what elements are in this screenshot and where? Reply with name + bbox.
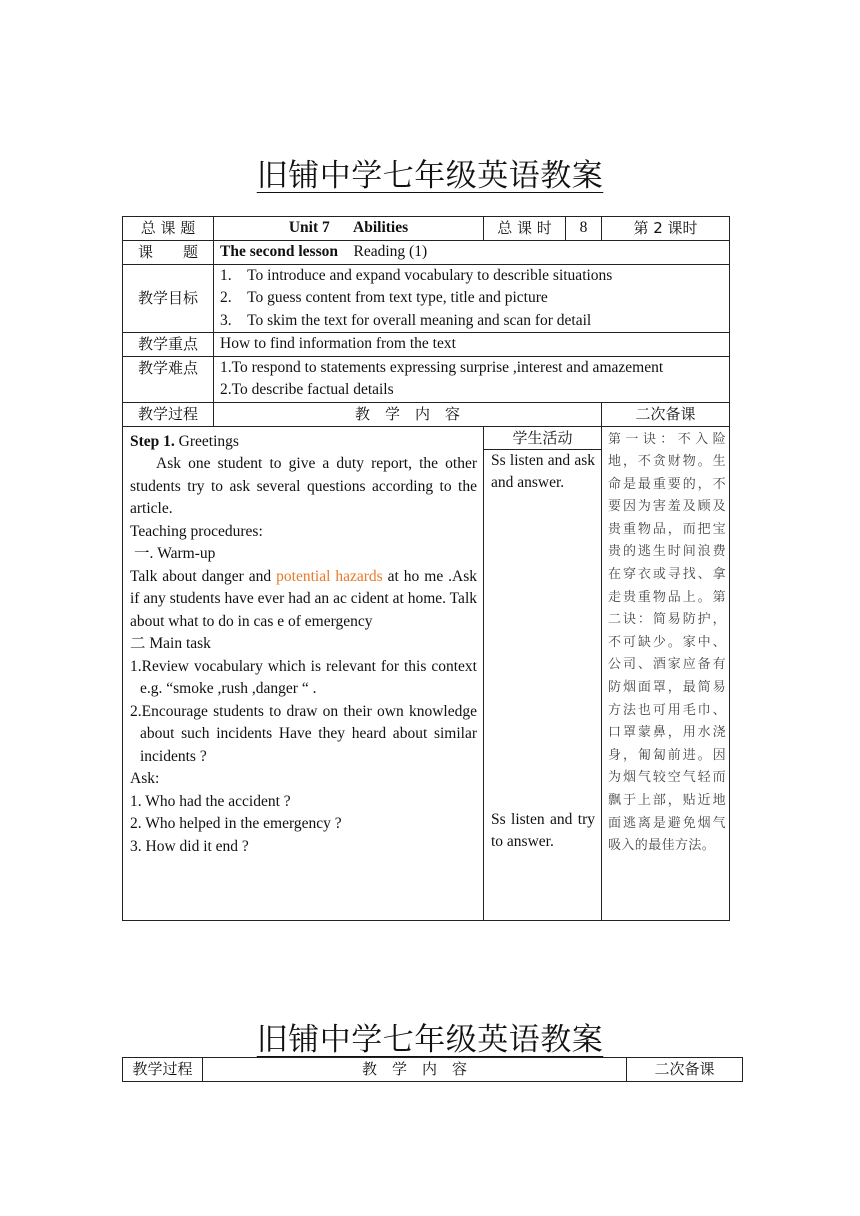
page-title-text: 旧铺中学七年级英语教案: [256, 1022, 604, 1058]
secondary-notes: 第一诀：不入险地，不贪财物。生命是最重要的，不要因为害羞及顾及贵重物品，而把宝贵的逃生时间浪费在穿衣或寻找、拿走贵重物品上。第二诀：简易防护，不可缺少。家中、公司、酒家应备有防烟面罩，最简易方法也可用毛巾、口罩蒙鼻，用水浇身，匍匐前进。因为烟气较空气轻而飘于上部，贴近地面逃离是避免烟气吸入的最佳方法。: [602, 426, 730, 920]
period-label: 第 2 课时: [602, 217, 730, 241]
lesson-label: 课 题: [123, 241, 214, 265]
notes-header: 二次备课: [602, 402, 730, 426]
talk-highlight: potential hazards: [276, 567, 383, 585]
lesson-plan-table-continued: [122, 1057, 743, 1082]
lesson-title: [214, 241, 730, 265]
greeting-text: Ask one student to give a duty report, the other students try to ask several questions according to the article.: [130, 455, 477, 517]
student-activity-text: Ss listen and ask and answer.: [491, 451, 595, 491]
question-item: 1. Who had the accident ?: [130, 792, 291, 810]
objective-item: 3. To skim the text for overall meaning and scan for detail: [220, 311, 592, 329]
lesson-plan-table: [122, 216, 730, 921]
unit-cell: [214, 217, 484, 241]
difficult-point-label: 教学难点: [123, 356, 214, 402]
warmup-heading: 一. Warm-up: [134, 545, 216, 562]
page-title-text: 旧铺中学七年级英语教案: [256, 158, 604, 194]
question-item: 3. How did it end ?: [130, 837, 249, 855]
key-point-text: How to find information from the text: [214, 333, 730, 357]
process-label: 教学过程: [123, 1058, 203, 1082]
notes-header: 二次备课: [627, 1058, 743, 1082]
student-activity-header: 学生活动: [484, 427, 601, 450]
question-item: 2. Who helped in the emergency ?: [130, 815, 342, 832]
page-title: [0, 150, 860, 195]
objectives-label: 教学目标: [123, 264, 214, 333]
content-header: 教 学 内 容: [214, 402, 602, 426]
page-title: [0, 1014, 860, 1059]
objectives-list: [214, 264, 730, 333]
main-task-heading: 二 Main task: [130, 635, 211, 652]
lesson-name: The second lesson: [220, 243, 338, 260]
review-item: 1.Review vocabulary which is relevant for this context e.g. “smoke ,rush ,danger “ .: [130, 657, 477, 697]
difficult-point-item: 2.To describe factual details: [220, 381, 394, 398]
total-hours-label: 总 课 时: [484, 217, 566, 241]
unit-title: Abilities: [353, 219, 409, 237]
content-header: 教 学 内 容: [203, 1058, 627, 1082]
lesson-reading: Reading (1): [353, 243, 428, 260]
difficult-point-list: [214, 356, 730, 402]
process-label: 教学过程: [123, 402, 214, 426]
talk-start: Talk about danger and: [130, 567, 272, 585]
ask-label: Ask:: [130, 770, 160, 787]
objective-item: 1. To introduce and expand vocabulary to describle situations: [220, 266, 613, 284]
encourage-item: 2.Encourage students to draw on their own knowledge about such incidents Have they heard about similar incidents ?: [130, 702, 477, 765]
student-activity-cell: [484, 426, 602, 920]
talk-paragraph: [130, 566, 477, 634]
teaching-content: [123, 426, 484, 920]
objective-item: 2. To guess content from text type, title and picture: [220, 289, 548, 306]
student-activity-text: Ss listen and try to answer.: [491, 810, 595, 850]
difficult-point-item: 1.To respond to statements expressing surprise ,interest and amazement: [220, 358, 664, 376]
procedures-heading: Teaching procedures:: [130, 522, 263, 540]
unit-number: Unit 7: [288, 219, 330, 237]
talk-end: at ho me .Ask if any students have ever had an ac cident at home. Talk about what to do in cas e of emergency: [130, 567, 478, 630]
total-topic-label: 总 课 题: [123, 217, 214, 241]
step-title: Greetings: [178, 432, 239, 450]
total-hours-value: 8: [566, 217, 602, 241]
step-label: Step 1.: [130, 432, 175, 450]
key-point-label: 教学重点: [123, 333, 214, 357]
